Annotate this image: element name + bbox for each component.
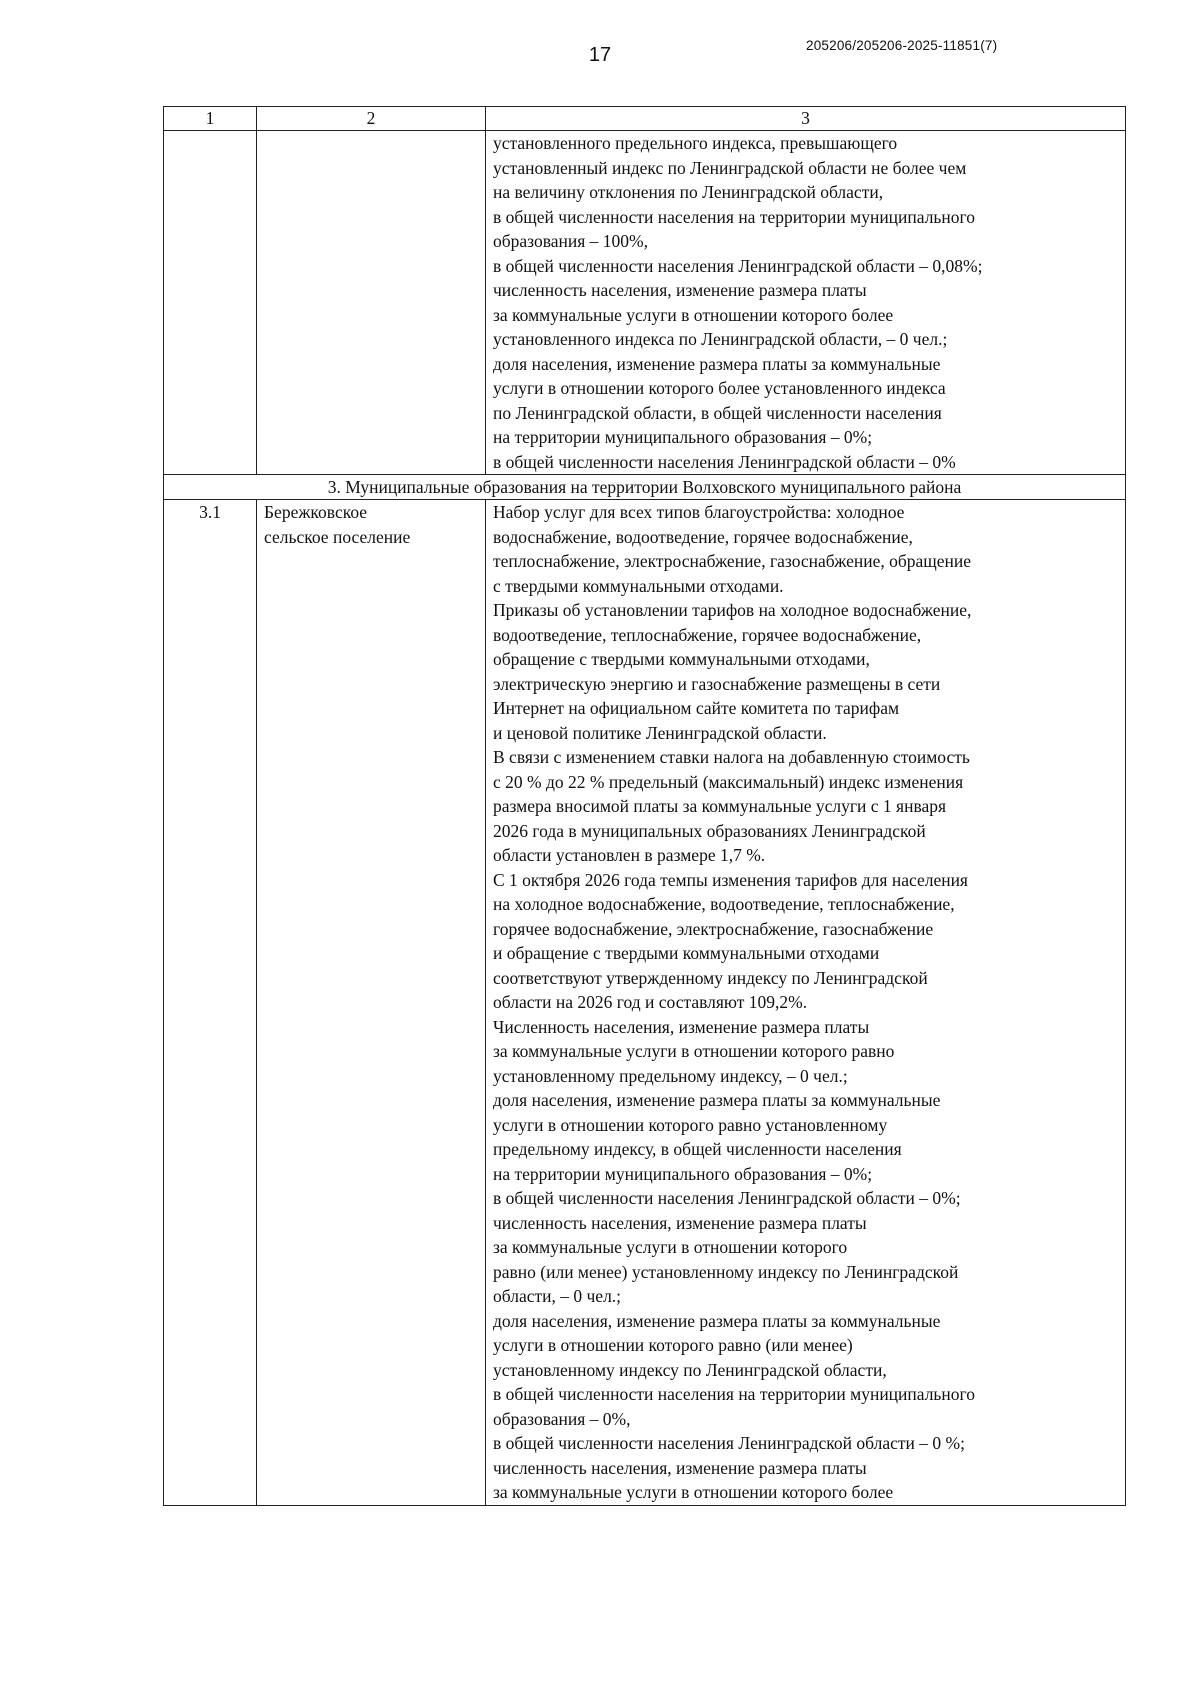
text-line: области, – 0 чел.; [493, 1286, 622, 1306]
text-line: 2026 года в муниципальных образованиях Ленинградской [493, 820, 926, 841]
text-line: размера вносимой платы за коммунальные услуги с 1 января [493, 796, 947, 816]
continuation-row [164, 131, 1126, 475]
section-title: 3. Муниципальные образования на территории Волховского муниципального района [164, 475, 1126, 500]
text-line: доля населения, изменение размера платы за коммунальные [493, 1090, 941, 1110]
text-line: в общей численности населения Ленинградской области – 0,08%; [493, 255, 983, 276]
text-line: образования – 0%, [493, 1408, 631, 1429]
text-line: Численность населения, изменение размера платы [493, 1016, 870, 1037]
column-header-1: 1 [164, 107, 257, 131]
text-line: и обращение с твердыми коммунальными отходами [493, 943, 880, 963]
text-line: в общей численности населения на территории муниципального [493, 1384, 976, 1404]
text-line: численность населения, изменение размера платы [493, 280, 867, 300]
column-header-row [164, 107, 1126, 131]
text-line: соответствуют утвержденному индексу по Ленинградской [493, 967, 928, 988]
document-code: 205206/205206-2025-11851(7) [806, 38, 998, 53]
text-line: образования – 100%, [493, 231, 649, 251]
text-line: доля населения, изменение размера платы за коммунальные [493, 353, 941, 374]
continuation-text-cell [486, 131, 1126, 475]
page-number: 17 [588, 44, 612, 66]
text-line: на территории муниципального образования – 0%; [493, 1163, 873, 1184]
municipality-name [257, 500, 486, 1506]
text-line: за коммунальные услуги в отношении которого [493, 1237, 848, 1257]
text-line: за коммунальные услуги в отношении которого более [493, 1482, 894, 1502]
text-line: в общей численности населения Ленинградской области – 0 %; [493, 1433, 965, 1453]
text-line: теплоснабжение, электроснабжение, газоснабжение, обращение [493, 551, 972, 571]
text-line: за коммунальные услуги в отношении которого более [493, 304, 894, 325]
text-line: установленный индекс по Ленинградской области не более чем [493, 157, 967, 178]
text-line: в общей численности населения на территории муниципального [493, 206, 976, 227]
text-line: предельному индексу, в общей численности населения [493, 1139, 902, 1159]
text-line: с 20 % до 22 % предельный (максимальный) индекс изменения [493, 771, 964, 792]
text-line: Интернет на официальном сайте комитета по тарифам [493, 698, 900, 718]
text-line: Набор услуг для всех типов благоустройства: холодное [493, 502, 905, 522]
continuation-number-cell [164, 131, 257, 475]
column-header-3: 3 [486, 107, 1126, 131]
text-line: установленного индекса по Ленинградской области, – 0 чел.; [493, 329, 948, 349]
text-line: области установлен в размере 1,7 %. [493, 845, 766, 865]
text-line: С 1 октября 2026 года темпы изменения тарифов для населения [493, 869, 968, 890]
text-line: установленному предельному индексу, – 0 чел.; [493, 1065, 848, 1086]
text-line: и ценовой политике Ленинградской области. [493, 722, 827, 743]
tariff-table [163, 106, 1126, 1506]
text-line: на величину отклонения по Ленинградской области, [493, 182, 884, 202]
text-line: Приказы об установлении тарифов на холодное водоснабжение, [493, 600, 972, 620]
row-description [486, 500, 1126, 1506]
text-line: доля населения, изменение размера платы за коммунальные [493, 1310, 941, 1331]
text-line: численность населения, изменение размера платы [493, 1457, 867, 1478]
text-line: услуги в отношении которого равно (или менее) [493, 1335, 853, 1355]
table-row [164, 500, 1126, 1506]
text-line: с твердыми коммунальными отходами. [493, 575, 784, 596]
name-line: Бережковское [264, 502, 368, 522]
text-line: электрическую энергию и газоснабжение размещены в сети [493, 673, 941, 694]
text-line: в общей численности населения Ленинградской области – 0%; [493, 1188, 961, 1208]
text-line: водоснабжение, водоотведение, горячее водоснабжение, [493, 526, 913, 547]
text-line: на территории муниципального образования – 0%; [493, 427, 873, 447]
text-line: обращение с твердыми коммунальными отходами, [493, 649, 870, 669]
text-line: численность населения, изменение размера платы [493, 1212, 867, 1233]
text-line: В связи с изменением ставки налога на добавленную стоимость [493, 747, 970, 767]
column-header-2: 2 [257, 107, 486, 131]
text-line: услуги в отношении которого равно установленному [493, 1114, 888, 1135]
text-line: услуги в отношении которого более установленного индекса [493, 378, 946, 398]
text-line: области на 2026 год и составляют 109,2%. [493, 992, 808, 1012]
text-line: установленному индексу по Ленинградской области, [493, 1359, 887, 1380]
section-row [164, 475, 1126, 500]
text-line: горячее водоснабжение, электроснабжение, газоснабжение [493, 918, 934, 939]
text-line: установленного предельного индекса, превышающего [493, 133, 898, 153]
text-line: равно (или менее) установленному индексу по Ленинградской [493, 1261, 959, 1282]
text-line: по Ленинградской области, в общей численности населения [493, 402, 942, 423]
text-line: в общей численности населения Ленинградской области – 0% [493, 451, 956, 472]
text-line: за коммунальные услуги в отношении которого равно [493, 1041, 895, 1061]
continuation-name-cell [257, 131, 486, 475]
text-line: на холодное водоснабжение, водоотведение, теплоснабжение, [493, 894, 955, 914]
row-number: 3.1 [164, 500, 257, 1506]
name-line: сельское поселение [264, 526, 411, 547]
text-line: водоотведение, теплоснабжение, горячее водоснабжение, [493, 624, 922, 645]
